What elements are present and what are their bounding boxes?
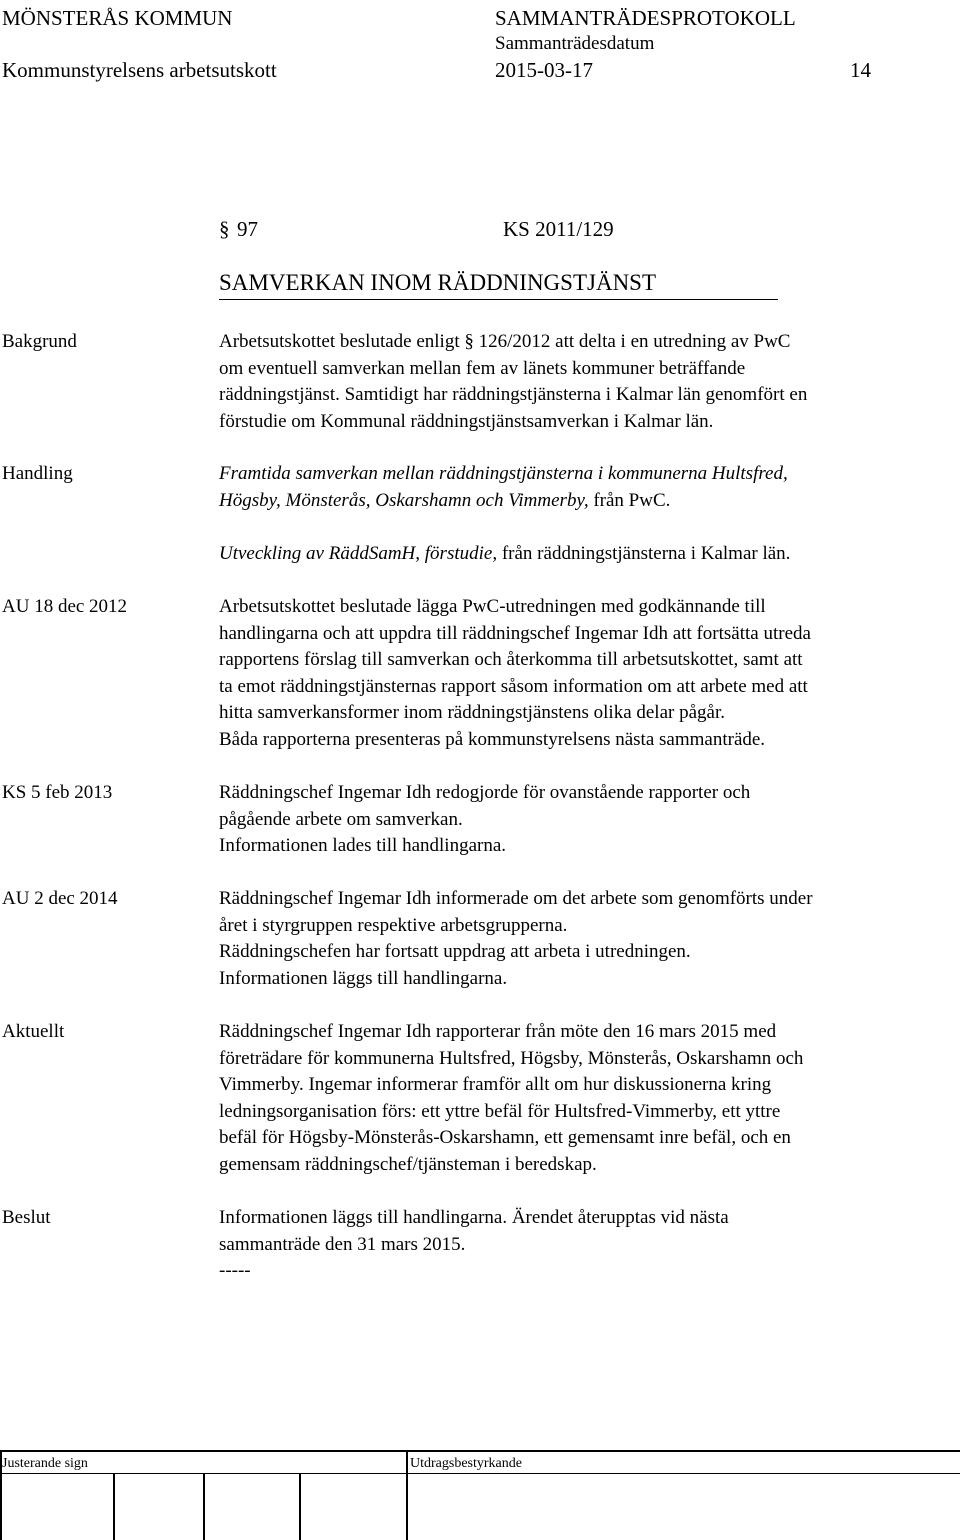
bakgrund-text: Arbetsutskottet beslutade enligt § 126/2012 att delta i en utredning av PwC om eventuell samverkan mellan fem av länets kommuner beträffande räddningstjänst. Samtidigt har räddningstjänsterna i Kalmar län genomfört en förstudie om Kommunal räddningstjänstsamverkan i Kalmar län. [219, 331, 808, 432]
section-symbol: § [219, 217, 230, 241]
au-2014-text: Räddningschef Ingemar Idh informerade om det arbete som genomförts under året i styrgruppen respektive arbetsgrupperna. Räddningschefen har fortsatt uppdrag att arbeta i utredningen. Informationen läggs till handlingarna. [219, 888, 813, 989]
au-2012-text: Arbetsutskottet beslutade lägga PwC-utredningen med godkännande till handlingarna och att uppdra till räddningschef Ingemar Idh att fortsätta utreda rapportens förslag till samverkan och återkomma till arbetsutskottet, samt att ta emot räddningstjänsternas rapport såsom information om att arbete med att hitta samverkansformer inom räddningstjänstens olika delar pågår. Båda rapporterna presenteras på kommunstyrelsens nästa sammanträde. [219, 596, 811, 750]
signature-box-divider [113, 1473, 115, 1540]
ks-2013-text: Räddningschef Ingemar Idh redogjorde för ovanstående rapporter och pågående arbete om samverkan. Informationen lades till handlingarna. [219, 782, 751, 856]
justerande-sign-label: Justerande sign [2, 1456, 88, 1471]
protocol-title: SAMMANTRÄDESPROTOKOLL [495, 6, 796, 30]
aktuellt-label: Aktuellt [2, 1021, 65, 1042]
aktuellt-text: Räddningschef Ingemar Idh rapporterar från möte den 16 mars 2015 med företrädare för kommunerna Hultsfred, Högsby, Mönsterås, Oskarshamn och Vimmerby. Ingemar informerar framför allt om hur diskussionerna kring ledningsorganisation förs: ett yttre befäl för Hultsfred-Vimmerby, ett yttre befäl för Högsby-Mönsterås-Oskarshamn, ett gemensamt inre befäl, och en gemensam räddningschef/tjänsteman i beredskap. [219, 1021, 804, 1175]
section-number: 97 [237, 217, 258, 241]
handling-text [219, 461, 944, 567]
case-number: KS 2011/129 [503, 217, 614, 241]
handling-doc1-line2: Högsby, Mönsterås, Oskarshamn och Vimmerby, från PwC. [219, 489, 671, 511]
signature-box-divider [406, 1450, 408, 1540]
handling-label: Handling [2, 463, 73, 484]
signature-box-divider [0, 1450, 2, 1540]
title-underline [219, 299, 778, 300]
end-mark: ----- [219, 1260, 251, 1281]
footer-mid-rule [0, 1473, 960, 1474]
bakgrund-label: Bakgrund [2, 331, 77, 352]
meeting-date-label: Sammanträdesdatum [495, 33, 655, 54]
ks-2013-label: KS 5 feb 2013 [2, 782, 113, 803]
beslut-label: Beslut [2, 1207, 51, 1228]
utdragsbestyrkande-label: Utdragsbestyrkande [410, 1456, 522, 1471]
handling-doc1-line1: Framtida samverkan mellan räddningstjänsterna i kommunerna Hultsfred, [219, 463, 788, 484]
meeting-date: 2015-03-17 [495, 58, 593, 82]
committee-name: Kommunstyrelsens arbetsutskott [2, 58, 277, 82]
au-2012-label: AU 18 dec 2012 [2, 596, 128, 617]
signature-box-divider [299, 1473, 301, 1540]
beslut-text: Informationen läggs till handlingarna. Ärendet återupptas vid nästa sammanträde den 31 mars 2015. ----- [219, 1205, 944, 1285]
footer-top-rule [0, 1450, 960, 1452]
section-title: SAMVERKAN INOM RÄDDNINGSTJÄNST [219, 270, 657, 295]
municipality-name: MÖNSTERÅS KOMMUN [2, 6, 233, 30]
page-number: 14 [850, 58, 871, 82]
signature-box-divider [203, 1473, 205, 1540]
handling-doc2: Utveckling av RäddSamH, förstudie, från räddningstjänsterna i Kalmar län. [219, 542, 791, 564]
au-2014-label: AU 2 dec 2014 [2, 888, 118, 909]
